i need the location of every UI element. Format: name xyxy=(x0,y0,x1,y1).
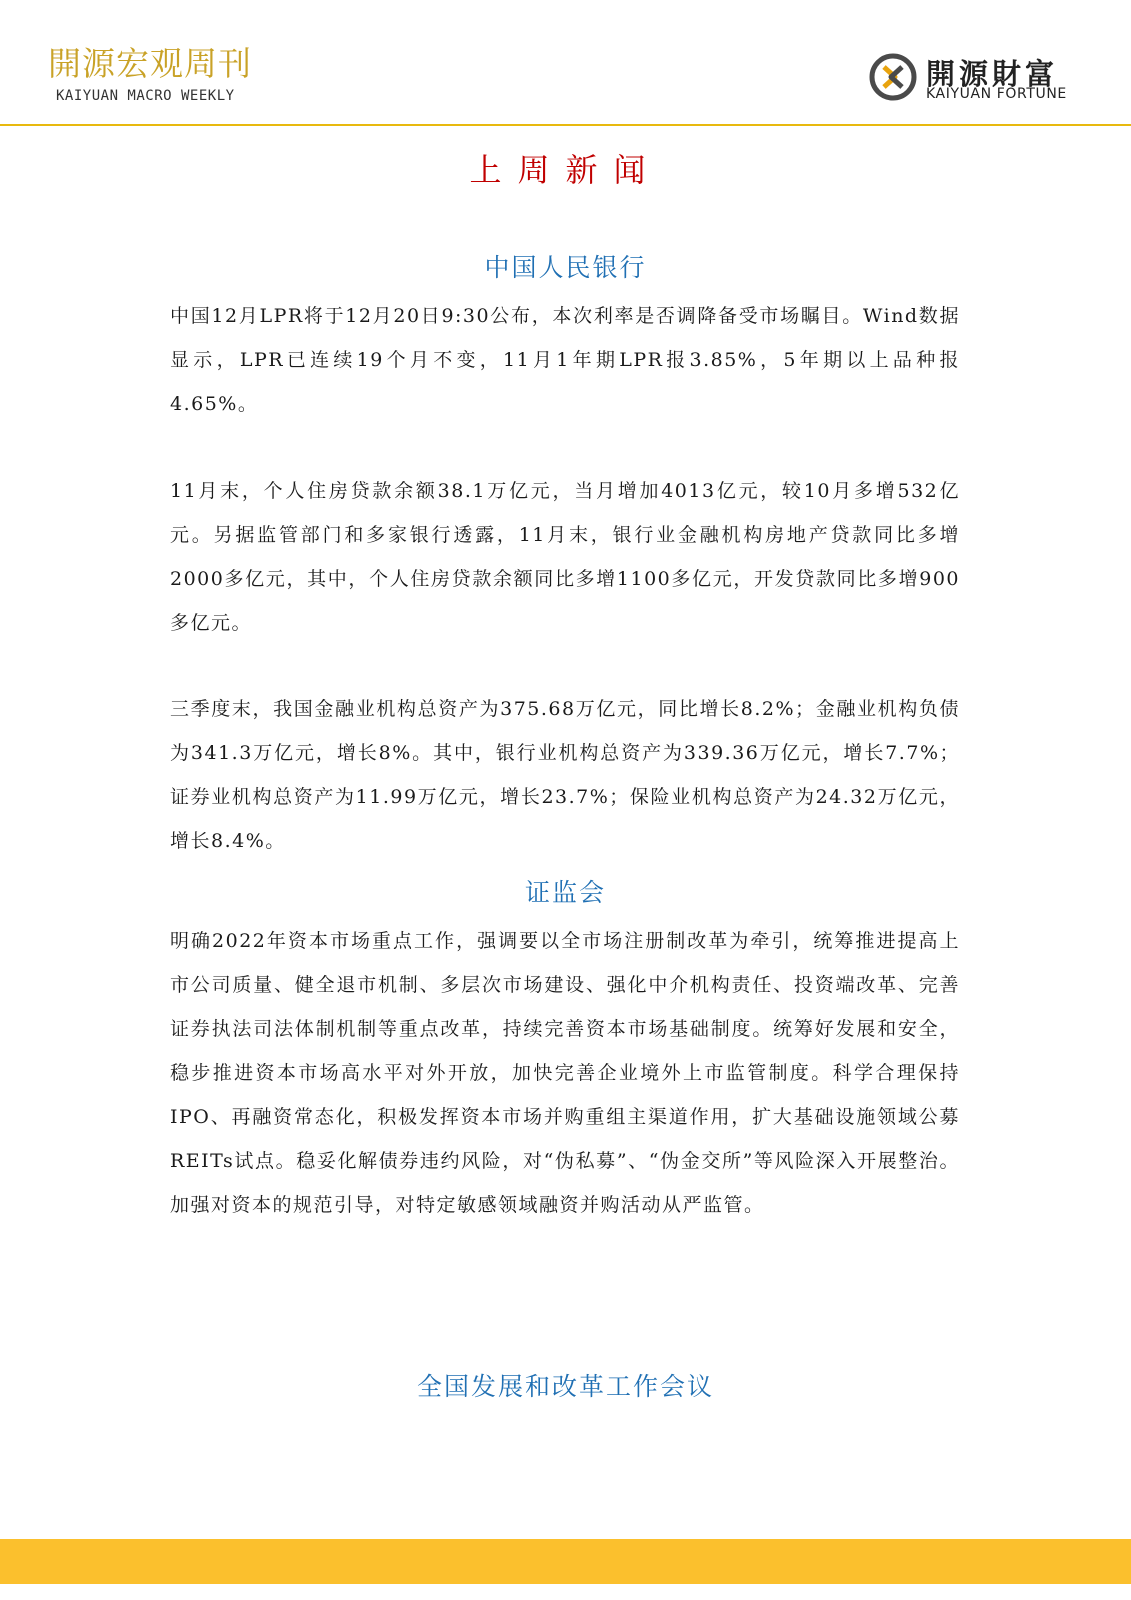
section-heading-pboc: 中国人民银行 xyxy=(484,253,647,282)
page-header xyxy=(0,0,1131,126)
page-title: 上周新闻 xyxy=(469,151,662,189)
kaiyuan-logo-icon xyxy=(868,52,918,102)
publication-subtitle: KAIYUAN MACRO WEEKLY xyxy=(56,88,235,104)
paragraph-lpr: 中国12月LPR将于12月20日9:30公布，本次利率是否调降备受市场瞩目。Wind数据显示，LPR已连续19个月不变，11月1年期LPR报3.85%，5年期以上品种报4.65%。 xyxy=(170,305,960,415)
company-logo xyxy=(868,52,1078,104)
logo-chinese-name: 開源財富 xyxy=(926,57,1059,91)
footer-band xyxy=(0,1539,1131,1584)
header-divider xyxy=(0,124,1131,126)
section-heading-ndrc: 全国发展和改革工作会议 xyxy=(416,1372,714,1401)
logo-english-name: KAIYUAN FORTUNE xyxy=(926,86,1067,102)
paragraph-housing-loans: 11月末，个人住房贷款余额38.1万亿元，当月增加4013亿元，较10月多增532亿元。另据监管部门和多家银行透露，11月末，银行业金融机构房地产贷款同比多增2000多亿元，其中，个人住房贷款余额同比多增1100多亿元，开发贷款同比多增900多亿元。 xyxy=(170,480,960,634)
paragraph-financial-assets: 三季度末，我国金融业机构总资产为375.68万亿元，同比增长8.2%；金融业机构负债为341.3万亿元，增长8%。其中，银行业机构总资产为339.36万亿元，增长7.7%；证券业机构总资产为11.99万亿元，增长23.7%；保险业机构总资产为24.32万亿元，增长8.4%。 xyxy=(170,698,960,852)
paragraph-csrc-work: 明确2022年资本市场重点工作，强调要以全市场注册制改革为牵引，统筹推进提高上市公司质量、健全退市机制、多层次市场建设、强化中介机构责任、投资端改革、完善证券执法司法体制机制等重点改革，持续完善资本市场基础制度。统筹好发展和安全，稳步推进资本市场高水平对外开放，加快完善企业境外上市监管制度。科学合理保持IPO、再融资常态化，积极发挥资本市场并购重组主渠道作用，扩大基础设施领域公募REITs试点。稳妥化解债券违约风险，对“伪私募”、“伪金交所”等风险深入开展整治。加强对资本的规范引导，对特定敏感领域融资并购活动从严监管。 xyxy=(170,930,960,1216)
publication-title: 開源宏观周刊 xyxy=(48,44,252,83)
section-heading-csrc: 证监会 xyxy=(524,878,606,907)
